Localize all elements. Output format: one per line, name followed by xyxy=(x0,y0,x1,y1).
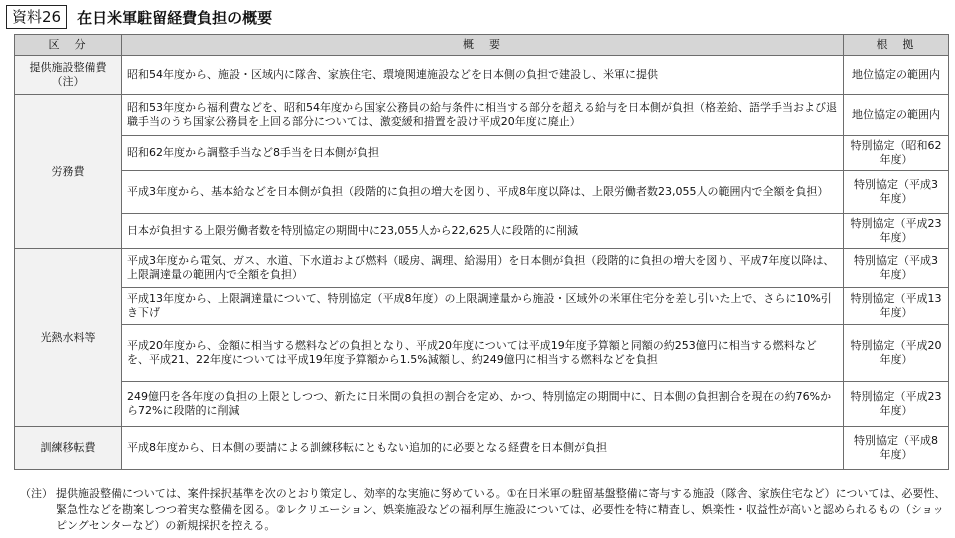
basis-cell: 特別協定（平成3年度） xyxy=(844,171,949,214)
summary-cell: 平成3年度から電気、ガス、水道、下水道および燃料（暖房、調理、給湯用）を日本側が負担（段階的に負担の増大を図り、平成7年度以降は、上限調達量の範囲内で全額を負担） xyxy=(122,249,844,288)
basis-cell: 特別協定（平成3年度） xyxy=(844,249,949,288)
table-row xyxy=(15,427,949,470)
summary-cell: 平成13年度から、上限調達量について、特別協定（平成8年度）の上限調達量から施設・区域外の米軍住宅分を差し引いた上で、さらに10%引き下げ xyxy=(122,288,844,325)
summary-cell: 昭和54年度から、施設・区域内に隊舎、家族住宅、環境関連施設などを日本側の負担で建設し、米軍に提供 xyxy=(122,56,844,95)
column-header-summary: 概 要 xyxy=(122,35,844,56)
table-header-row xyxy=(15,35,949,56)
footnote-text: 提供施設整備については、案件採択基準を次のとおり策定し、効率的な実施に努めている。①在日米軍の駐留基盤整備に寄与する施設（隊舎、家族住宅など）については、必要性、緊急性などを勘案しつつ着実な整備を図る。②レクリエーション、娯楽施設などの福利厚生施設については、必要性を特に精査し、娯楽性・収益性が高いと認められるもの（ショッピングセンターなど）の新規採択を控える。 xyxy=(56,487,946,532)
basis-cell: 特別協定（平成23年度） xyxy=(844,214,949,249)
header xyxy=(6,4,272,30)
table-row xyxy=(15,56,949,95)
basis-cell: 地位協定の範囲内 xyxy=(844,95,949,136)
table-row xyxy=(15,214,949,249)
table-row xyxy=(15,382,949,427)
table-row xyxy=(15,288,949,325)
basis-cell: 特別協定（平成23年度） xyxy=(844,382,949,427)
summary-cell: 昭和53年度から福利費などを、昭和54年度から国家公務員の給与条件に相当する部分を超える給与を日本側が負担（格差給、語学手当および退職手当のうち国家公務員を上回る部分については、激変緩和措置を設け平成20年度に廃止） xyxy=(122,95,844,136)
summary-cell: 昭和62年度から調整手当など8手当を日本側が負担 xyxy=(122,136,844,171)
column-header-category: 区 分 xyxy=(15,35,122,56)
category-cell-utilities: 光熱水料等 xyxy=(15,249,122,427)
table-row xyxy=(15,136,949,171)
footnote xyxy=(20,486,948,534)
expense-table xyxy=(14,34,949,470)
basis-cell: 特別協定（平成20年度） xyxy=(844,325,949,382)
basis-cell: 特別協定（平成13年度） xyxy=(844,288,949,325)
table-row xyxy=(15,249,949,288)
table-row xyxy=(15,95,949,136)
doc-title: 在日米軍駐留経費負担の概要 xyxy=(77,8,273,27)
basis-cell: 特別協定（平成8年度） xyxy=(844,427,949,470)
summary-cell: 平成8年度から、日本側の要請による訓練移転にともない追加的に必要となる経費を日本側が負担 xyxy=(122,427,844,470)
category-cell-labor: 労務費 xyxy=(15,95,122,249)
column-header-basis: 根 拠 xyxy=(844,35,949,56)
category-cell-facilities: 提供施設整備費（注） xyxy=(15,56,122,95)
category-cell-training: 訓練移転費 xyxy=(15,427,122,470)
summary-cell: 平成3年度から、基本給などを日本側が負担（段階的に負担の増大を図り、平成8年度以降は、上限労働者数23,055人の範囲内で全額を負担） xyxy=(122,171,844,214)
summary-cell: 平成20年度から、金額に相当する燃料などの負担となり、平成20年度については平成19年度予算額と同額の約253億円に相当する燃料などを、平成21、22年度については平成19年度予算額から1.5%減額し、約249億円に相当する燃料などを負担 xyxy=(122,325,844,382)
footnote-marker: （注） xyxy=(20,487,53,500)
basis-cell: 地位協定の範囲内 xyxy=(844,56,949,95)
basis-cell: 特別協定（昭和62年度） xyxy=(844,136,949,171)
summary-cell: 249億円を各年度の負担の上限としつつ、新たに日米間の負担の割合を定め、かつ、特別協定の期間中に、日本側の負担割合を現在の約76%から72%に段階的に削減 xyxy=(122,382,844,427)
summary-cell: 日本が負担する上限労働者数を特別協定の期間中に23,055人から22,625人に段階的に削減 xyxy=(122,214,844,249)
table-row xyxy=(15,325,949,382)
doc-label: 資料26 xyxy=(6,5,67,29)
table-row xyxy=(15,171,949,214)
